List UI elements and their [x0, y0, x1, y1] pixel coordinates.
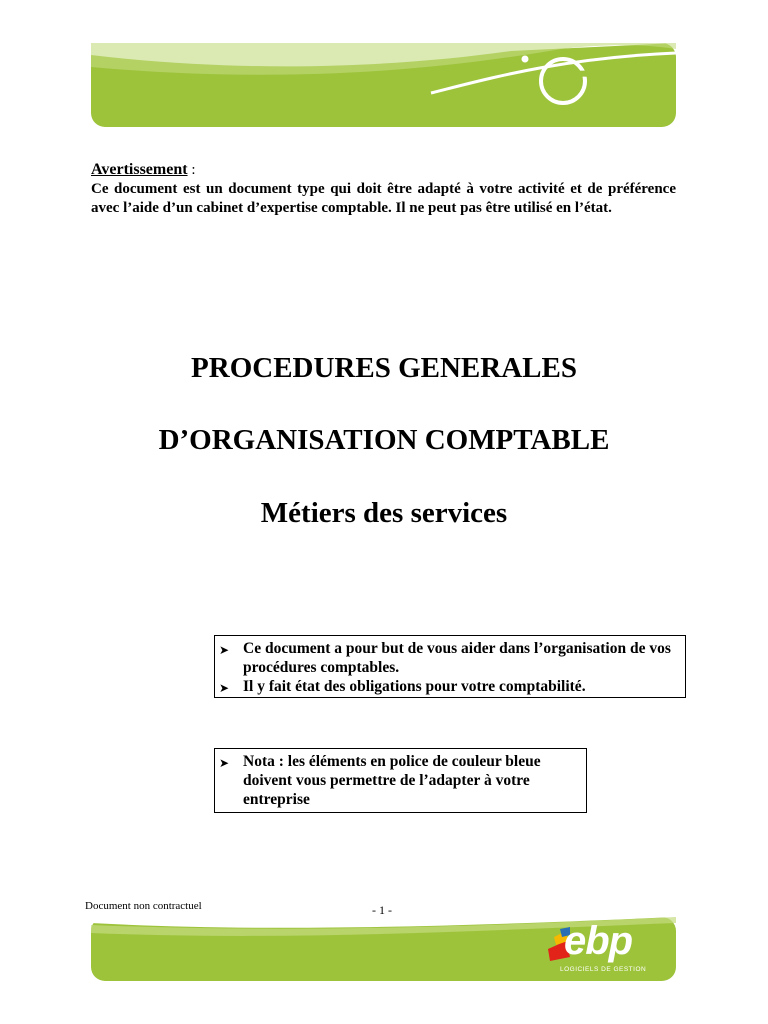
page-number: - 1 - [372, 903, 392, 917]
warning-title-suffix: : [187, 162, 196, 178]
nota-item [219, 752, 582, 809]
info-item-1 [219, 639, 681, 677]
info-item-1-text: Ce document a pour but de vous aider dans l’organisation de vos procédures comptables. [243, 640, 671, 676]
nota-box [214, 748, 587, 813]
arrowhead-bullet-icon: ➤ [219, 756, 230, 770]
header-banner [91, 43, 676, 127]
warning-body: Ce document est un document type qui doit être adapté à votre activité et de préférence avec l’aide d’un cabinet d’expertise comptable. Il ne peut pas être utilisé en l’état. [91, 181, 676, 216]
logo-name: ebp [564, 919, 633, 963]
arrowhead-bullet-icon: ➤ [219, 681, 230, 695]
warning-block [91, 160, 676, 218]
subtitle: Métiers des services [260, 497, 508, 529]
info-box [214, 635, 686, 698]
info-item-2-text: Il y fait état des obligations pour votre comptabilité. [243, 678, 586, 695]
main-title-line-1: PROCEDURES GENERALES [191, 352, 577, 384]
logo-tagline: LOGICIELS DE GESTION [560, 966, 647, 973]
arrowhead-bullet-icon: ➤ [219, 643, 230, 657]
ebp-logo [540, 921, 656, 979]
nota-text: Nota : les éléments en police de couleur bleue doivent vous permettre de l’adapter à votre entreprise [243, 753, 541, 808]
warning-title: Avertissement [91, 161, 188, 178]
main-title-line-2: D’ORGANISATION COMPTABLE [158, 424, 610, 456]
footer-disclaimer: Document non contractuel [85, 900, 202, 912]
info-item-2 [219, 677, 681, 698]
